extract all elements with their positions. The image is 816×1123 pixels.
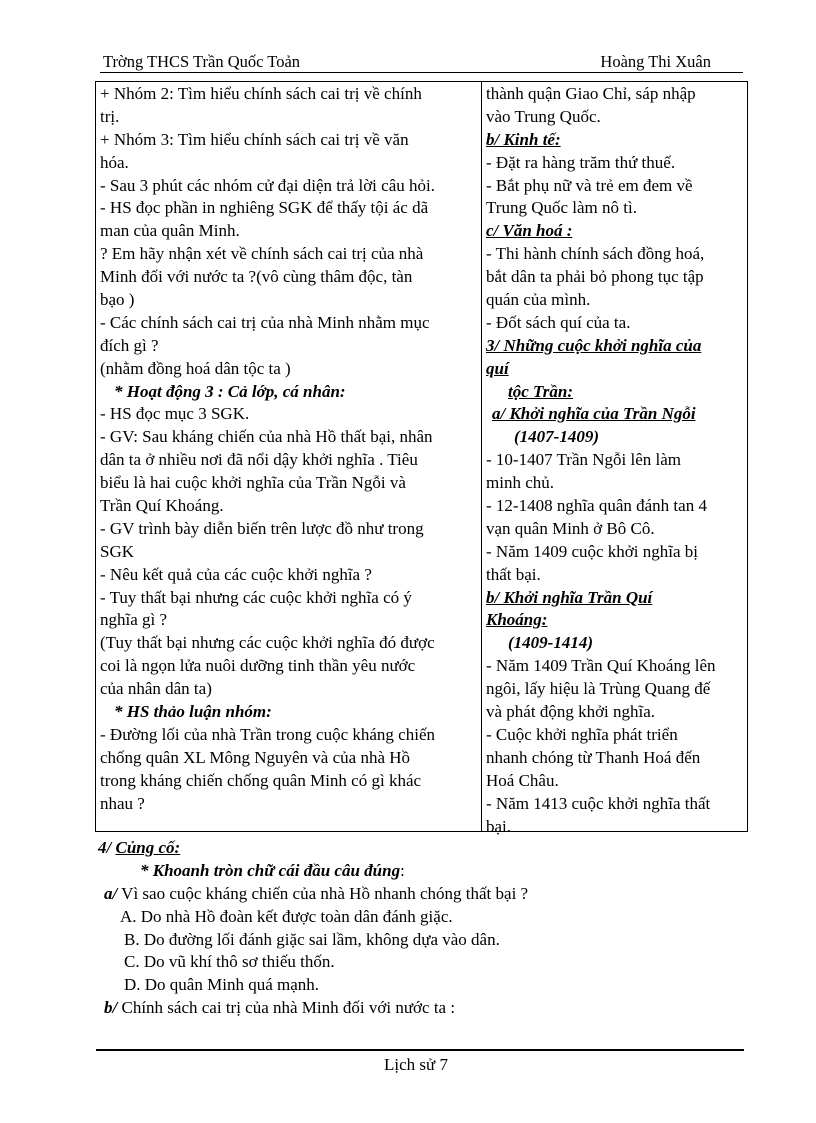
text-line: - Đặt ra hàng trăm thứ thuế. xyxy=(486,152,676,172)
text-line: - Sau 3 phút các nhóm cử đại diện trả lời câu hỏi. xyxy=(100,175,435,195)
lesson-table xyxy=(95,81,748,836)
text-line: nhau ? xyxy=(100,793,145,813)
text-line: trong kháng chiến chống quân Minh có gì khác xyxy=(100,770,422,790)
text-line: - Các chính sách cai trị của nhà Minh nhằm mục xyxy=(100,312,430,332)
question-a: a/ Vì sao cuộc kháng chiến của nhà Hồ nhanh chóng thất bại ? xyxy=(104,883,529,903)
text-line: - Năm 1409 cuộc khởi nghĩa bị xyxy=(486,541,699,561)
culture-heading: c/ Văn hoá : xyxy=(486,221,573,241)
text-line: + Nhóm 2: Tìm hiểu chính sách cai trị về chính xyxy=(100,84,422,103)
text-line: biểu là hai cuộc khởi nghĩa của Trần Ngỗi và xyxy=(100,473,406,493)
text-line: thất bại. xyxy=(486,564,541,584)
text-line: hóa. xyxy=(100,152,129,172)
tran-qui-khoang-period: (1409-1414) xyxy=(508,633,593,653)
text-line: bại. xyxy=(486,816,512,836)
text-line: dân ta ở nhiều nơi đã nổi dậy khởi nghĩa . Tiêu xyxy=(100,450,418,470)
text-line: ? Em hãy nhận xét về chính sách cai trị của nhà xyxy=(100,244,424,264)
tran-ngoi-period: (1407-1409) xyxy=(514,427,599,447)
text-line: vào Trung Quốc. xyxy=(486,106,601,126)
text-line: bạo ) xyxy=(100,290,135,310)
tran-qui-khoang-heading-cont: Khoáng: xyxy=(486,610,548,630)
text-line: minh chủ. xyxy=(486,473,554,493)
activity-3-heading: * Hoạt động 3 : Cả lớp, cá nhân: xyxy=(114,381,346,401)
tran-qui-khoang-uprising-heading: b/ Khởi nghĩa Trần Quí xyxy=(486,587,653,607)
text-line: - 12-1408 nghĩa quân đánh tan 4 xyxy=(486,496,707,516)
lesson-content-column xyxy=(486,83,746,838)
text-line: - GV trình bày diễn biến trên lược đồ như trong xyxy=(100,518,424,538)
text-line: chống quân XL Mông Nguyên và của nhà Hồ xyxy=(100,747,411,767)
text-line: - 10-1407 Trần Ngỗi lên làm xyxy=(486,450,682,470)
economy-heading: b/ Kinh tế: xyxy=(486,129,561,149)
text-line: - Bắt phụ nữ và trẻ em đem về xyxy=(486,175,693,195)
text-line: trị. xyxy=(100,106,120,126)
group-discussion-heading: * HS thảo luận nhóm: xyxy=(114,702,272,722)
option-b: B. Do đường lối đánh giặc sai lầm, không dựa vào dân. xyxy=(124,929,500,949)
text-line: của nhân dân ta) xyxy=(100,679,212,699)
option-d: D. Do quân Minh quá mạnh. xyxy=(124,975,320,995)
consolidation-heading: 4/ Củng cố: xyxy=(98,838,181,857)
text-line: coi là ngọn lửa nuôi dưỡng tinh thần yêu nước xyxy=(100,656,416,676)
section-3-heading-cont: tộc Trần: xyxy=(508,381,574,401)
text-line: - Năm 1409 Trần Quí Khoáng lên xyxy=(486,656,716,676)
text-line: và phát động khởi nghĩa. xyxy=(486,702,656,722)
text-line: SGK xyxy=(100,541,135,561)
text-line: (nhằm đồng hoá dân tộc ta ) xyxy=(100,358,291,378)
tran-ngoi-uprising-heading: a/ Khởi nghĩa của Trần Ngỗi xyxy=(492,404,696,424)
column-divider xyxy=(481,82,482,831)
text-line: - Đốt sách quí của ta. xyxy=(486,312,631,332)
consolidation-section xyxy=(98,836,738,1019)
text-line: Hoá Châu. xyxy=(486,770,559,790)
text-line: - HS đọc phần in nghiêng SGK để thấy tội ác dã xyxy=(100,198,429,218)
text-line: nghĩa gì ? xyxy=(100,610,168,630)
text-line: thành quận Giao Chỉ, sáp nhập xyxy=(486,84,696,103)
page-header xyxy=(100,52,743,73)
text-line: - Tuy thất bại nhưng các cuộc khởi nghĩa có ý xyxy=(100,587,412,607)
text-line: nhanh chóng từ Thanh Hoá đến xyxy=(486,747,701,767)
text-line: - Nêu kết quả của các cuộc khởi nghĩa ? xyxy=(100,564,372,584)
text-line: Trần Quí Khoáng. xyxy=(100,496,224,516)
text-line: + Nhóm 3: Tìm hiểu chính sách cai trị về văn xyxy=(100,129,409,149)
text-line: - Cuộc khởi nghĩa phát triển xyxy=(486,724,678,744)
footer-rule xyxy=(96,1049,744,1051)
text-line: bắt dân ta phải bỏ phong tục tập xyxy=(486,267,704,287)
text-line: Minh đối với nước ta ?(vô cùng thâm độc, tàn xyxy=(100,267,413,287)
text-line: ngôi, lấy hiệu là Trùng Quang đế xyxy=(486,679,711,699)
option-c: C. Do vũ khí thô sơ thiếu thốn. xyxy=(124,952,335,972)
text-line: - Thi hành chính sách đồng hoá, xyxy=(486,244,705,264)
section-3-heading-cont: quí xyxy=(486,358,509,378)
option-a: A. Do nhà Hồ đoàn kết được toàn dân đánh giặc. xyxy=(120,906,453,926)
text-line: - Đường lối của nhà Trần trong cuộc kháng chiến xyxy=(100,724,435,744)
section-3-heading: 3/ Những cuộc khởi nghĩa của xyxy=(486,335,702,355)
page-footer: Lịch sử 7 xyxy=(384,1055,448,1074)
question-b: b/ Chính sách cai trị của nhà Minh đối với nước ta : xyxy=(104,998,456,1018)
text-line: - GV: Sau kháng chiến của nhà Hồ thất bại, nhân xyxy=(100,427,433,447)
text-line: quán của mình. xyxy=(486,290,591,310)
teacher-name: Hoàng Thi Xuân xyxy=(600,52,711,71)
text-line: - Năm 1413 cuộc khởi nghĩa thất xyxy=(486,793,711,813)
text-line: man của quân Minh. xyxy=(100,221,240,241)
text-line: (Tuy thất bại nhưng các cuộc khởi nghĩa đó được xyxy=(100,633,435,653)
teacher-student-activities-column xyxy=(100,83,478,816)
consolidation-instruction: * Khoanh tròn chữ cái đầu câu đúng: xyxy=(140,860,405,880)
text-line: đích gì ? xyxy=(100,335,159,355)
text-line: vạn quân Minh ở Bô Cô. xyxy=(486,518,655,538)
school-name: Trờng THCS Trần Quốc Toản xyxy=(103,52,301,71)
text-line: - HS đọc mục 3 SGK. xyxy=(100,404,250,424)
text-line: Trung Quốc làm nô tì. xyxy=(486,198,637,218)
